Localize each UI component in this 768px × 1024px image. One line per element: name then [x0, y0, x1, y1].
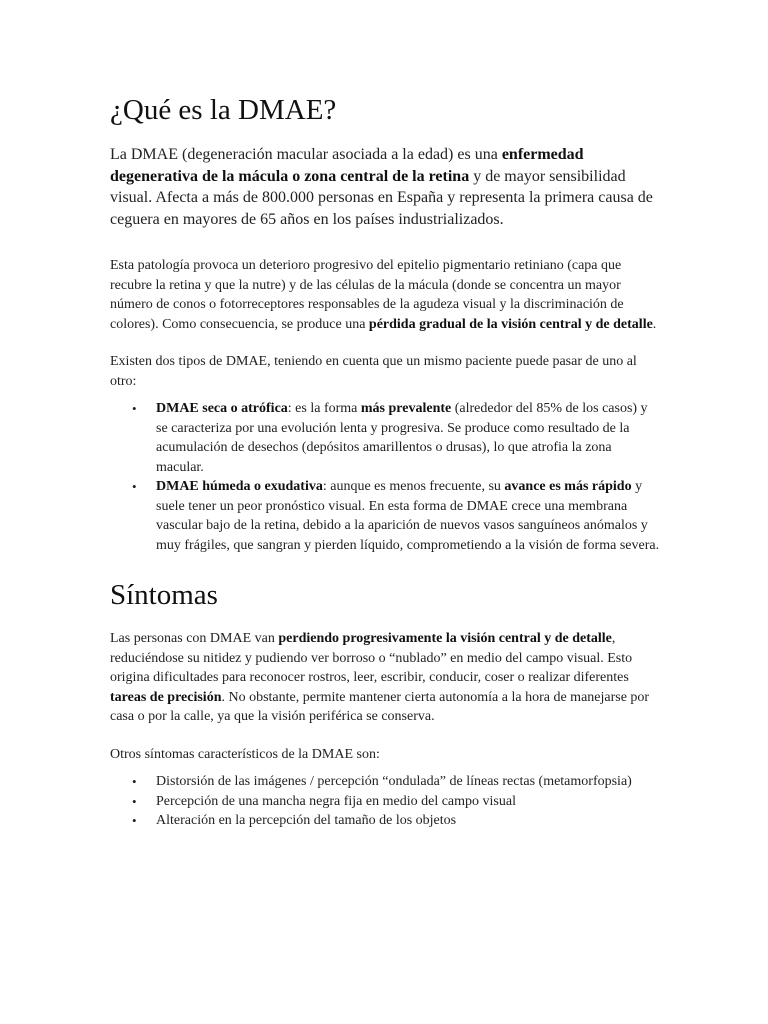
type-name: DMAE seca o atrófica [156, 401, 288, 416]
pathology-text-2: . [652, 316, 657, 332]
type-text: (alrededor del 85% de los casos) y se caracteriza por una evolución lenta y progresiva. Se produce como resultado de la acumulación de desechos (depósitos amarillentos o drusas), lo que atrofia la zona macular. [156, 401, 648, 475]
type-text: y suele tener un peor pronóstico visual. En esta forma de DMAE crece una membrana vascular bajo de la retina, debido a la aparición de nuevos vasos sanguíneos anómalos y muy frágiles, que sangran y pierden líquido, comprometiendo a la visión de forma severa. [156, 479, 660, 553]
list-item-symptom: • Alteración en la percepción del tamaño de los objetos [110, 811, 662, 831]
heading-sintomas: Síntomas [110, 579, 218, 611]
list-item-symptom: • Distorsión de las imágenes / percepción “ondulada” de líneas rectas (metamorfopsia) [110, 772, 662, 792]
symptoms-text-3: . No obstante, permite mantener cierta autonomía a la hora de manejarse por casa o por la calle, ya que la visión periférica se conserva. [110, 689, 650, 724]
list-item-dmae-seca [110, 399, 662, 477]
intro-bold-1: enfermedad degenerativa de la mácula o zona central de la retina [110, 146, 584, 185]
dmae-types-list [110, 399, 662, 555]
pathology-bold-1: pérdida gradual de la visión central y de detalle [368, 316, 653, 332]
type-bold: avance es más rápido [504, 479, 632, 494]
intro-text-2: y de mayor sensibilidad visual. Afecta a más de 800.000 personas en España y representa la primera causa de ceguera en mayores de 65 años en los países industrializados. [110, 167, 653, 228]
symptoms-text-2: , reduciéndose su nitidez y pudiendo ver borroso o “nublado” en medio del campo visual. Esto origina dificultades para reconocer rostros, leer, escribir, conducir, coser o realizar diferentes [110, 631, 633, 685]
type-text: : aunque es menos frecuente, su [322, 479, 505, 494]
heading-que-es-dmae: ¿Qué es la DMAE? [110, 94, 337, 126]
pathology-paragraph [110, 256, 662, 334]
type-name: DMAE húmeda o exudativa [156, 479, 323, 494]
other-symptoms-intro: Otros síntomas característicos de la DMAE son: [110, 746, 380, 762]
symptoms-paragraph [110, 629, 662, 727]
list-item-symptom: • Percepción de una mancha negra fija en medio del campo visual [110, 792, 662, 812]
list-item-dmae-humeda [110, 477, 662, 555]
symptoms-bold-2: tareas de precisión [110, 689, 222, 705]
symptoms-text-1: Las personas con DMAE van [110, 631, 279, 646]
type-text: : es la forma [287, 401, 361, 416]
type-bold: más prevalente [360, 401, 452, 416]
pathology-text-1: Esta patología provoca un deterioro progresivo del epitelio pigmentario retiniano (capa que recubre la retina y que la nutre) y de las células de la mácula (donde se concentra un mayor número de conos o fotorreceptores responsables de la agudeza visual y la discriminación de colores). Como consecuencia, se produce una [110, 258, 624, 332]
intro-text-1: La DMAE (degeneración macular asociada a la edad) es una [110, 146, 502, 163]
document-page [110, 92, 662, 831]
symptoms-list [110, 772, 662, 831]
intro-paragraph [110, 144, 662, 230]
types-intro-paragraph: Existen dos tipos de DMAE, teniendo en cuenta que un mismo paciente puede pasar de uno al otro: [110, 354, 637, 389]
symptoms-bold-1: perdiendo progresivamente la visión central y de detalle [278, 631, 612, 646]
